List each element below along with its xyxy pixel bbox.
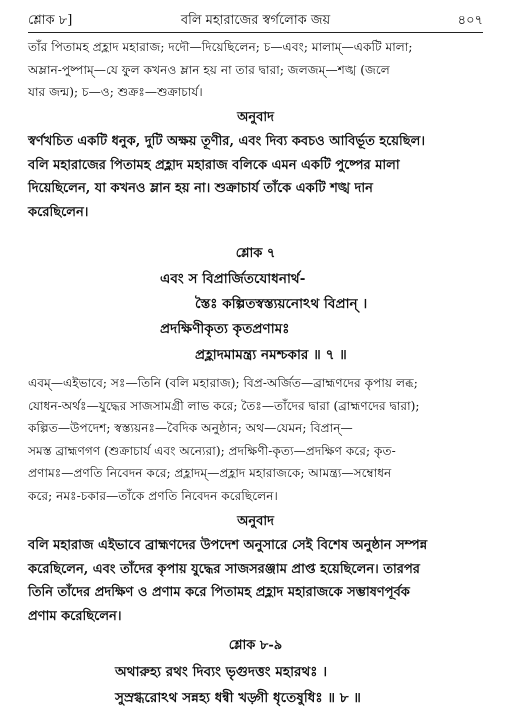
synonym-line: প্রণামঃ—প্রণতি নিবেদন করে; প্রহ্লাদম্—প্রহ্লাদ মহারাজকে; আমন্ত্র্য—সম্বোধন (28, 466, 392, 480)
translation-line: স্বর্ণখচিত একটি ধনুক, দুটি অক্ষয় তূণীর, এবং দিব্য কবচও আবির্ভূত হয়েছিল। (28, 134, 425, 149)
synonyms-verse-7 (28, 372, 483, 507)
header-chapter-title: বলি মহারাজের স্বর্গলোক জয় (180, 13, 331, 28)
verse-8-9-heading: শ্লোক ৮-৯ (228, 638, 283, 653)
header-verse-ref: শ্লোক ৮] (28, 13, 73, 28)
synonyms-verse-6 (28, 36, 483, 104)
translation-line: দিয়েছিলেন, যা কখনও ম্লান হয় না। শুক্রাচার্য তাঁকে একটি শঙ্খ দান (28, 181, 373, 196)
translation-line: প্রণাম করেছিলেন। (28, 608, 122, 624)
translation-line: বলি মহারাজ এইভাবে ব্রাহ্মণদের উপদেশ অনুসারে সেই বিশেষ অনুষ্ঠান সম্পন্ন (28, 538, 428, 553)
header-rule (28, 32, 483, 33)
synonym-line: এবম্—এইভাবে; সঃ—তিনি (বলি মহারাজ); বিপ্র-অর্জিত—ব্রাহ্মণদের কৃপায় লব্ধ; (28, 376, 418, 390)
translation-heading: অনুবাদ (237, 514, 274, 529)
verse-8-line-2: সুস্রগ্ধরোঽথ সন্নহ্য ধন্বী খড়্গী ধৃতেষুধিঃ ॥ ৮ ॥ (115, 690, 361, 706)
synonym-line: কল্পিত—উপদেশ; স্বস্ত্যয়নঃ—বৈদিক অনুষ্ঠান; অথ—যেমন; বিপ্রান্— (28, 421, 353, 435)
translation-line: বলি মহারাজের পিতামহ প্রহ্লাদ মহারাজ বলিকে এমন একটি পুষ্পের মালা (28, 157, 400, 173)
synonym-line: সমস্ত ব্রাহ্মণগণ (শুক্রাচার্য এবং অন্যেরা); প্রদক্ষিণী-কৃত্য—প্রদক্ষিণ করে; কৃত- (28, 443, 396, 458)
verse-7-heading: শ্লোক ৭ (235, 246, 276, 261)
synonym-line: যার জন্ম); চ—ও; শুক্রঃ—শুক্রাচার্য। (28, 85, 203, 99)
synonym-line: অম্লান-পুষ্পাম্—যে ফুল কখনও ম্লান হয় না তার দ্বারা; জলজম্—শঙ্খ (জলে (28, 62, 390, 77)
translation-line: করেছিলেন, এবং তাঁদের কৃপায় যুদ্ধের সাজসরঞ্জাম প্রাপ্ত হয়েছিলেন। তারপর (28, 561, 420, 577)
header-page-number: ৪০৭ (457, 13, 483, 28)
synonym-line: যোধন-অর্থঃ—যুদ্ধের সাজসামগ্রী লাভ করে; তৈঃ—তাঁদের দ্বারা (ব্রাহ্মণদের দ্বারা); (28, 398, 420, 413)
synonym-line: তাঁর পিতামহ প্রহ্লাদ মহারাজ; দদৌ—দিয়েছিলেন; চ—এবং; মালাম্—একটি মালা; (28, 40, 413, 54)
translation-heading: অনুবাদ (237, 110, 274, 125)
translation-line: করেছিলেন। (28, 204, 89, 220)
page-header (28, 8, 483, 30)
verse-7-line-3: প্রদক্ষিণীকৃত্য কৃতপ্রণামঃ (160, 321, 290, 337)
translation-line: তিনি তাঁদের প্রদক্ষিণ ও প্রণাম করে পিতামহ প্রহ্লাদ মহারাজকে সম্ভাষণপূর্বক (28, 585, 410, 600)
verse-7-line-4: প্রহ্লাদমামন্ত্র্য নমশ্চকার ॥ ৭ ॥ (195, 347, 347, 363)
translation-verse-6 (28, 130, 483, 224)
synonym-line: করে; নমঃ-চকার—তাঁকে প্রণতি নিবেদন করেছিলেন। (28, 488, 278, 503)
translation-verse-7 (28, 534, 483, 628)
verse-7-line-2: স্তৈঃ কল্পিতস্বস্ত্যয়নোঽথ বিপ্রান্ । (195, 296, 368, 312)
verse-7-line-1: এবং স বিপ্রার্জিতযোধনার্থ- (160, 271, 306, 287)
verse-8-line-1: অথারুহ্য রথং দিব্যং ভৃগুদত্তং মহারথঃ । (115, 664, 328, 680)
